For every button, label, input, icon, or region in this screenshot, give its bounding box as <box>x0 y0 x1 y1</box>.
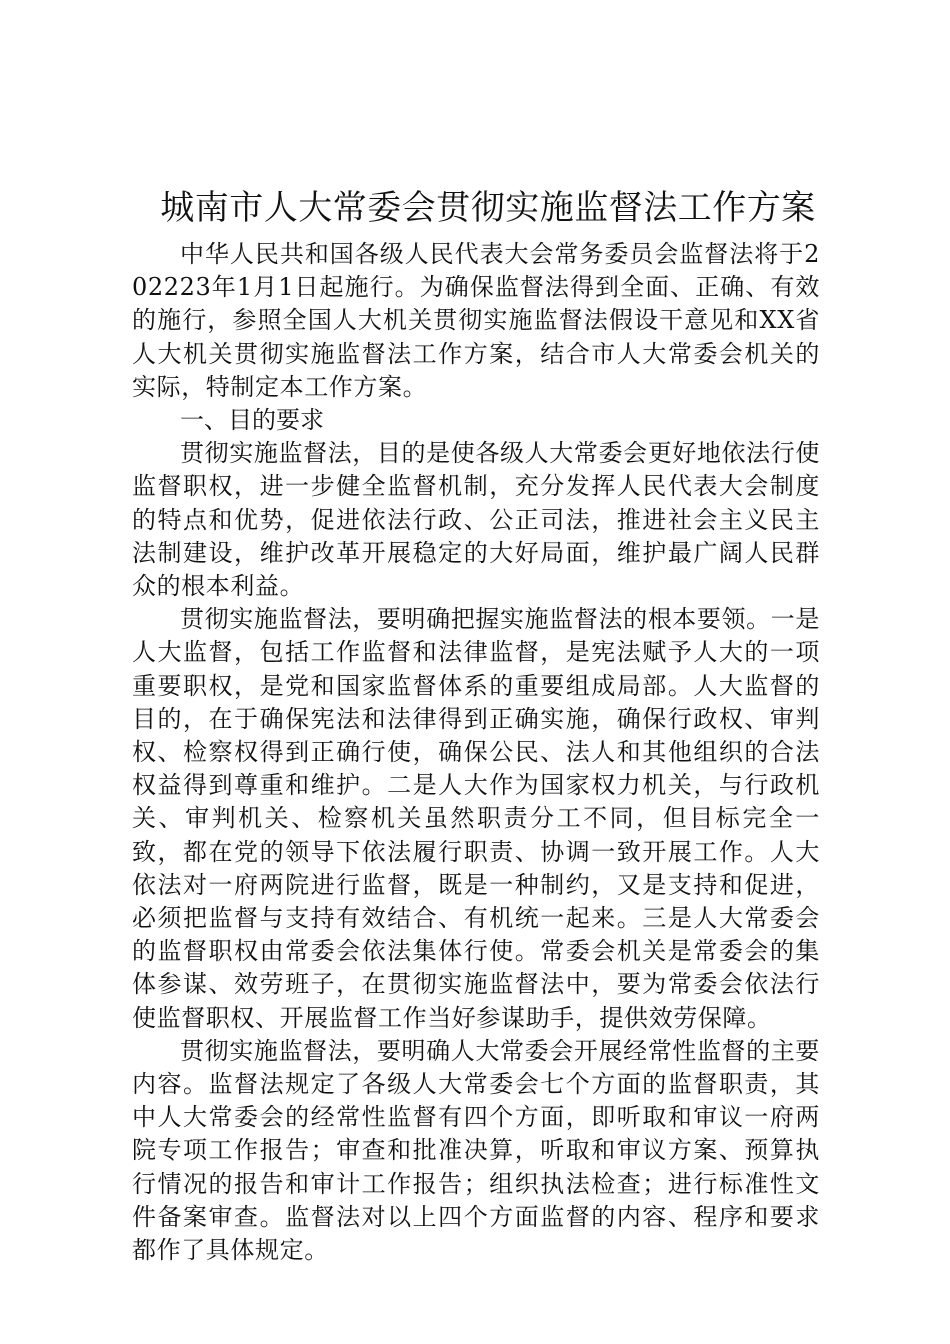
section-heading-goals: 一、目的要求 <box>180 406 324 435</box>
document-page <box>132 178 820 1267</box>
paragraph-essentials: 贯彻实施监督法，要明确把握实施监督法的根本要领。一是人大监督，包括工作监督和法律监督，是宪法赋予人大的一项重要职权，是党和国家监督体系的重要组成局部。人大监督的目的，在于确保宪法和法律得到正确实施，确保行政权、审判权、检察权得到正确行使，确保公民、法人和其他组织的合法权益得到尊重和维护。二是人大作为国家权力机关，与行政机关、审判机关、检察机关虽然职责分工不同，但目标完全一致，都在党的领导下依法履行职责、协调一致开展工作。人大依法对一府两院进行监督，既是一种制约，又是支持和促进，必须把监督与支持有效结合、有机统一起来。三是人大常委会的监督职权由常委会依法集体行使。常委会机关是常委会的集体参谋、效劳班子，在贯彻实施监督法中，要为常委会依法行使监督职权、开展监督工作当好参谋助手，提供效劳保障。 <box>132 605 820 1032</box>
document-title: 城南市人大常委会贯彻实施监督法工作方案 <box>160 188 816 228</box>
document-body <box>132 238 820 1267</box>
paragraph-main-content: 贯彻实施监督法，要明确人大常委会开展经常性监督的主要内容。监督法规定了各级人大常委会七个方面的监督职责，其中人大常委会的经常性监督有四个方面，即听取和审议一府两院专项工作报告；审查和批准决算，听取和审议方案、预算执行情况的报告和审计工作报告；组织执法检查；进行标准性文件备案审查。监督法对以上四个方面监督的内容、程序和要求都作了具体规定。 <box>132 1036 820 1265</box>
paragraph-intro: 中华人民共和国各级人民代表大会常务委员会监督法将于202223年1月1日起施行。为确保监督法得到全面、正确、有效的施行，参照全国人大机关贯彻实施监督法假设干意见和XX省人大机关贯彻实施监督法工作方案，结合市人大常委会机关的实际，特制定本工作方案。 <box>132 240 820 401</box>
paragraph-purpose: 贯彻实施监督法，目的是使各级人大常委会更好地依法行使监督职权，进一步健全监督机制，充分发挥人民代表大会制度的特点和优势，促进依法行政、公正司法，推进社会主义民主法制建设，维护改革开展稳定的大好局面，维护最广阔人民群众的根本利益。 <box>132 439 820 601</box>
